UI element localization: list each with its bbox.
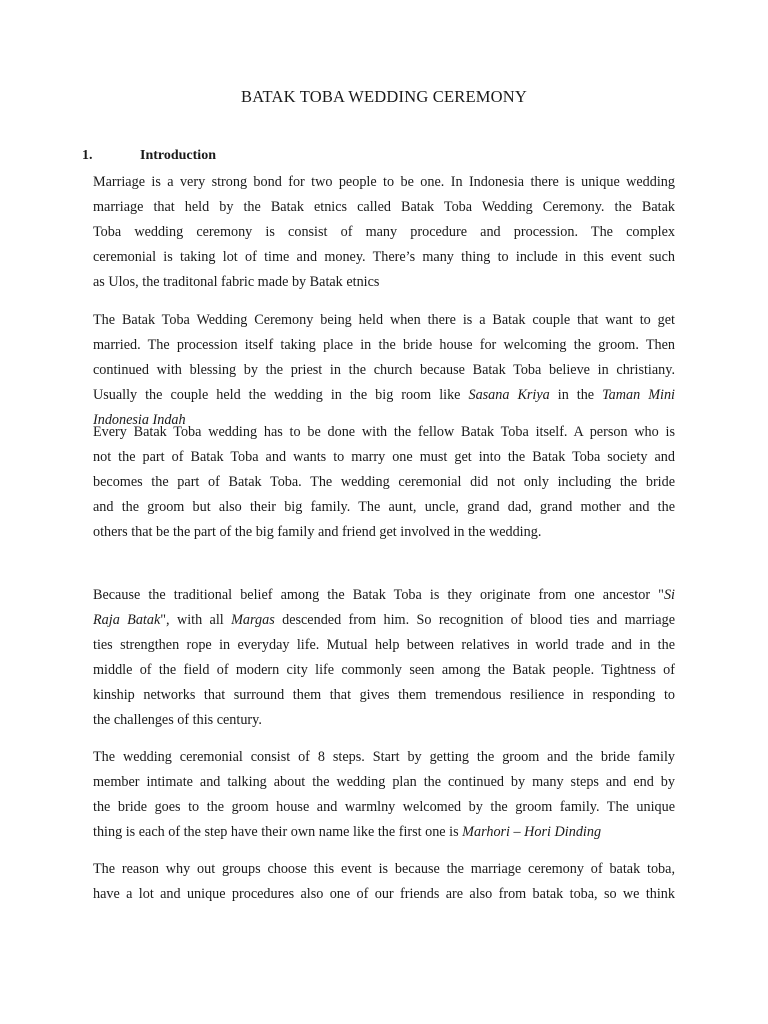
paragraph-line: The Batak Toba Wedding Ceremony being held when there is a Batak couple that want to get [93,312,675,328]
paragraph-line: ties strengthen rope in everyday life. Mutual help between relatives in world trade and in the [93,637,675,653]
place-name: Taman Mini [602,387,675,403]
section-heading [82,148,216,164]
paragraph-text: Usually the couple held the wedding in the big room like [93,387,469,403]
place-name-continued: Indonesia Indah [93,412,186,428]
paragraph-line-with-italics [93,583,675,608]
section-heading-text: Introduction [140,148,216,163]
ancestor-name-continued: Raja Batak [93,612,161,628]
paragraph-line: married. The procession itself taking place in the bride house for welcoming the groom. Then [93,337,675,353]
paragraph-line: the bride goes to the groom house and warmlny welcomed by the groom family. The unique [93,799,675,815]
paragraph-line-with-italics [93,608,675,633]
paragraph-line: not the part of Batak Toba and wants to marry one must get into the Batak Toba society and [93,449,675,465]
paragraph-6 [93,857,675,907]
paragraph-text: in the [549,387,603,403]
paragraph-line: others that be the part of the big family and friend get involved in the wedding. [93,524,542,540]
paragraph-text: descended from him. So recognition of blood ties and marriage [274,612,675,628]
paragraph-line: as Ulos, the traditonal fabric made by Batak etnics [93,274,380,290]
step-name: Marhori – Hori Dinding [462,824,602,840]
paragraph-2 [93,308,675,433]
paragraph-text: ", with all [160,612,232,628]
margas-term: Margas [231,612,275,628]
paragraph-line-with-italics [93,820,675,845]
paragraph-3 [93,420,675,545]
paragraph-line: ceremonial is taking lot of time and money. There’s many thing to include in this event such [93,249,675,265]
paragraph-line: The reason why out groups choose this event is because the marriage ceremony of batak toba, [93,861,675,877]
paragraph-line: member intimate and talking about the wedding plan the continued by many steps and end by [93,774,675,790]
paragraph-line: Toba wedding ceremony is consist of many procedure and procession. The complex [93,224,675,240]
paragraph-line: The wedding ceremonial consist of 8 steps. Start by getting the groom and the bride family [93,749,675,765]
paragraph-1 [93,170,675,295]
paragraph-line: becomes the part of Batak Toba. The wedding ceremonial did not only including the bride [93,474,675,490]
paragraph-line: marriage that held by the Batak etnics called Batak Toba Wedding Ceremony. the Batak [93,199,675,215]
paragraph-text: thing is each of the step have their own name like the first one is [93,824,463,840]
paragraph-line-with-italics [93,383,675,408]
venue-name: Sasana Kriya [468,387,550,403]
paragraph-5 [93,745,675,845]
paragraph-line: Every Batak Toba wedding has to be done with the fellow Batak Toba itself. A person who is [93,424,675,440]
section-number: 1. [82,148,93,163]
paragraph-line: have a lot and unique procedures also one of our friends are also from batak toba, so we think [93,886,675,902]
paragraph-line: continued with blessing by the priest in the church because Batak Toba believe in christiany. [93,362,675,378]
paragraph-line: Marriage is a very strong bond for two people to be one. In Indonesia there is unique wedding [93,174,675,190]
document-title: BATAK TOBA WEDDING CEREMONY [241,87,527,106]
paragraph-line: the challenges of this century. [93,712,262,728]
paragraph-text: Because the traditional belief among the Batak Toba is they originate from one ancestor " [93,587,664,603]
paragraph-line: kinship networks that surround them that gives them tremendous resilience in responding to [93,687,675,703]
ancestor-name: Si [663,587,675,603]
paragraph-line: and the groom but also their big family. The aunt, uncle, grand dad, grand mother and the [93,499,675,515]
paragraph-line: middle of the field of modern city life commonly seen among the Batak people. Tightness of [93,662,675,678]
paragraph-4 [93,583,675,733]
